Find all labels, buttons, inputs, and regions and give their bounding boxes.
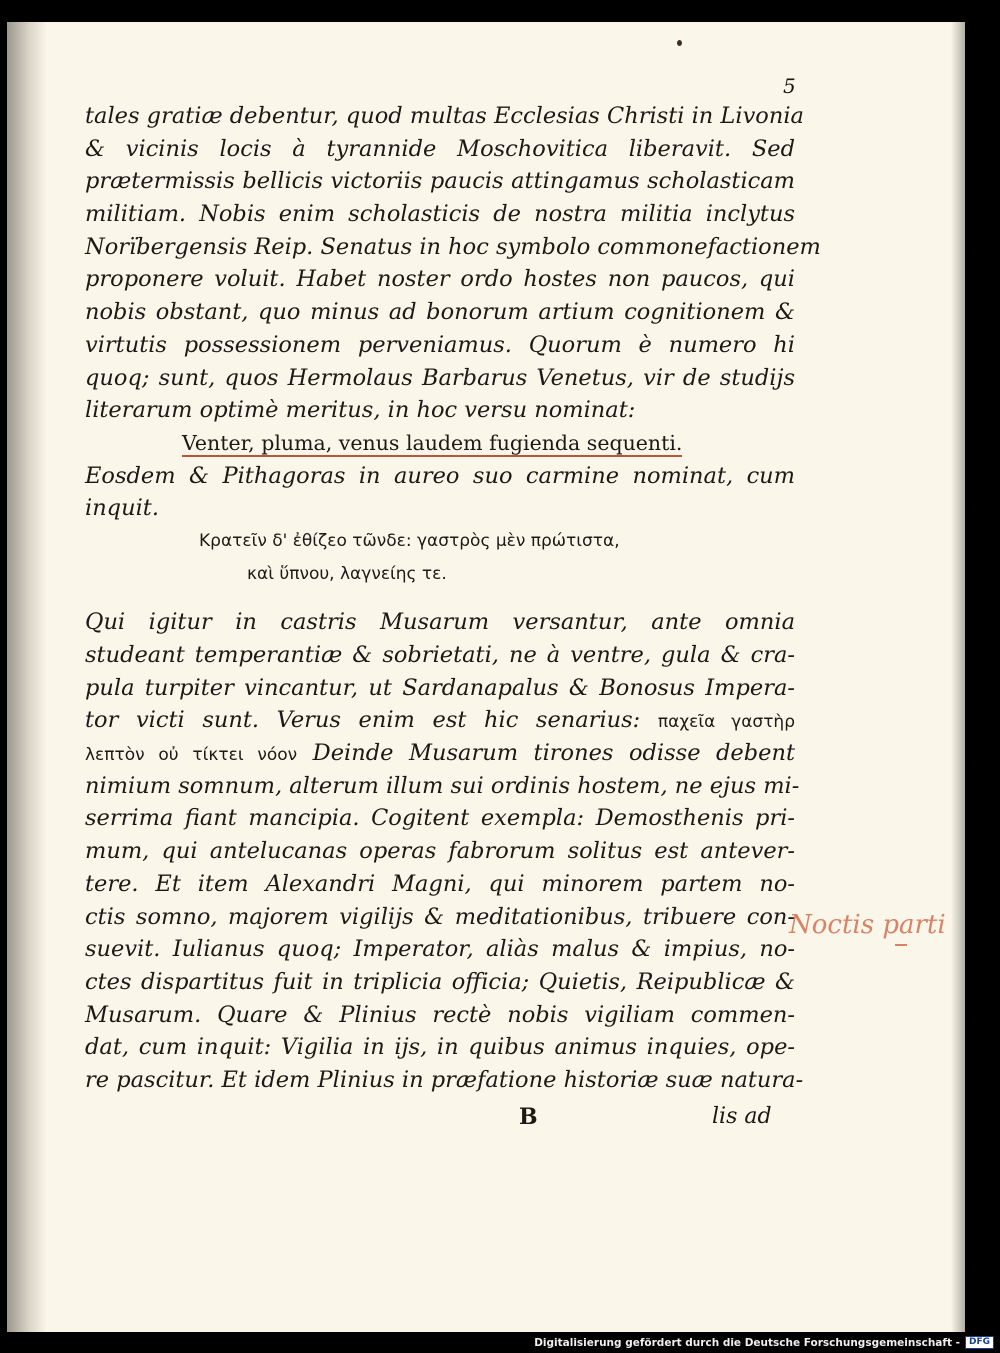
text-line: & vicinis locis à tyrannide Moschovitica liberavit. Sed xyxy=(85,135,795,162)
text-line: suevit. Iulianus quoq; Imperator, aliàs malus & impius, no- xyxy=(85,936,795,963)
text-line: serrima fiant mancipia. Cogitent exempla: Demosthenis pri- xyxy=(85,805,795,832)
page-number: 5 xyxy=(783,74,796,98)
margin-annotation: Noctis parti xyxy=(789,910,946,940)
text-line: virtutis possessionem perveniamus. Quorum è numero hi xyxy=(85,331,795,358)
catchword: lis ad xyxy=(712,1104,772,1129)
text-span: Deinde Musarum tirones odisse debent xyxy=(297,740,796,767)
scanned-page xyxy=(7,22,965,1332)
text-line: nimium somnum, alterum illum sui ordinis hostem, ne ejus mi- xyxy=(85,772,800,799)
text-line: ctis somno, majorem vigilijs & meditationibus, tribuere con- xyxy=(85,903,795,930)
signature-mark: B xyxy=(519,1104,538,1130)
margin-annotation-mark xyxy=(895,944,907,946)
greek-quote: παχεῖα γαστὴρ xyxy=(657,712,795,733)
text-span: tor victi sunt. Verus enim est hic senarius: xyxy=(85,707,658,734)
text-line: militiam. Nobis enim scholasticis de nostra militia inclytus xyxy=(85,201,795,228)
dfg-logo: DFG xyxy=(965,1336,994,1349)
text-line xyxy=(85,704,795,737)
text-line: quoq; sunt, quos Hermolaus Barbarus Venetus, vir de studijs xyxy=(85,364,795,391)
text-line: tales gratiæ debentur, quod multas Ecclesias Christi in Livonia xyxy=(85,103,804,129)
text-line: literarum optimè meritus, in hoc versu nominat: xyxy=(85,397,636,424)
text-line: inquit. xyxy=(85,495,159,522)
footer-credit xyxy=(534,1336,994,1349)
footer-text: Digitalisierung gefördert durch die Deutsche Forschungsgemeinschaft - xyxy=(534,1336,960,1349)
text-line: tere. Et item Alexandri Magni, qui minorem partem no- xyxy=(85,870,795,897)
text-line: nobis obstant, quo minus ad bonorum artium cognitionem & xyxy=(85,299,795,326)
greek-quote: λεπτὸν οὐ τίκτει νόον xyxy=(85,745,298,766)
text-line: ctes dispartitus fuit in triplicia officia; Quietis, Reipublicæ & xyxy=(85,968,795,995)
text-line: Musarum. Quare & Plinius rectè nobis vigiliam commen- xyxy=(85,1001,795,1028)
ink-speck xyxy=(677,40,682,46)
text-line: mum, qui antelucanas operas fabrorum solitus est antever- xyxy=(85,838,795,865)
text-line: prætermissis bellicis victoriis paucis attingamus scholasticam xyxy=(85,168,795,195)
verse-quote xyxy=(85,427,795,460)
text-line: proponere voluit. Habet noster ordo hostes non paucos, qui xyxy=(85,266,795,293)
greek-verse-line: Κρατεῖν δ' ἐθίζεο τῶνδε: γαστρὸς μὲν πρώτιστα, xyxy=(199,530,620,551)
verse-text: Venter, pluma, venus laudem fugienda sequenti. xyxy=(182,430,683,455)
text-line: Eosdem & Pithagoras in aureo suo carmine nominat, cum xyxy=(85,462,795,489)
text-line: studeant temperantiæ & sobrietati, ne à ventre, gula & cra- xyxy=(85,642,795,668)
text-line: Qui igitur in castris Musarum versantur, ante omnia xyxy=(85,609,795,636)
text-line: Norïbergensis Reip. Senatus in hoc symbolo commonefactionem xyxy=(85,233,821,260)
text-line: dat, cum inquit: Vigilia in ijs, in quibus animus inquies, ope- xyxy=(85,1034,795,1061)
text-line xyxy=(85,737,795,770)
text-line: re pascitur. Et idem Plinius in præfatione historiæ suæ natura- xyxy=(85,1066,804,1093)
greek-verse-line: καὶ ὕπνου, λαγνείης τε. xyxy=(247,563,447,584)
page-body xyxy=(85,100,821,1097)
text-line: pula turpiter vincantur, ut Sardanapalus & Bonosus Impera- xyxy=(85,674,795,701)
